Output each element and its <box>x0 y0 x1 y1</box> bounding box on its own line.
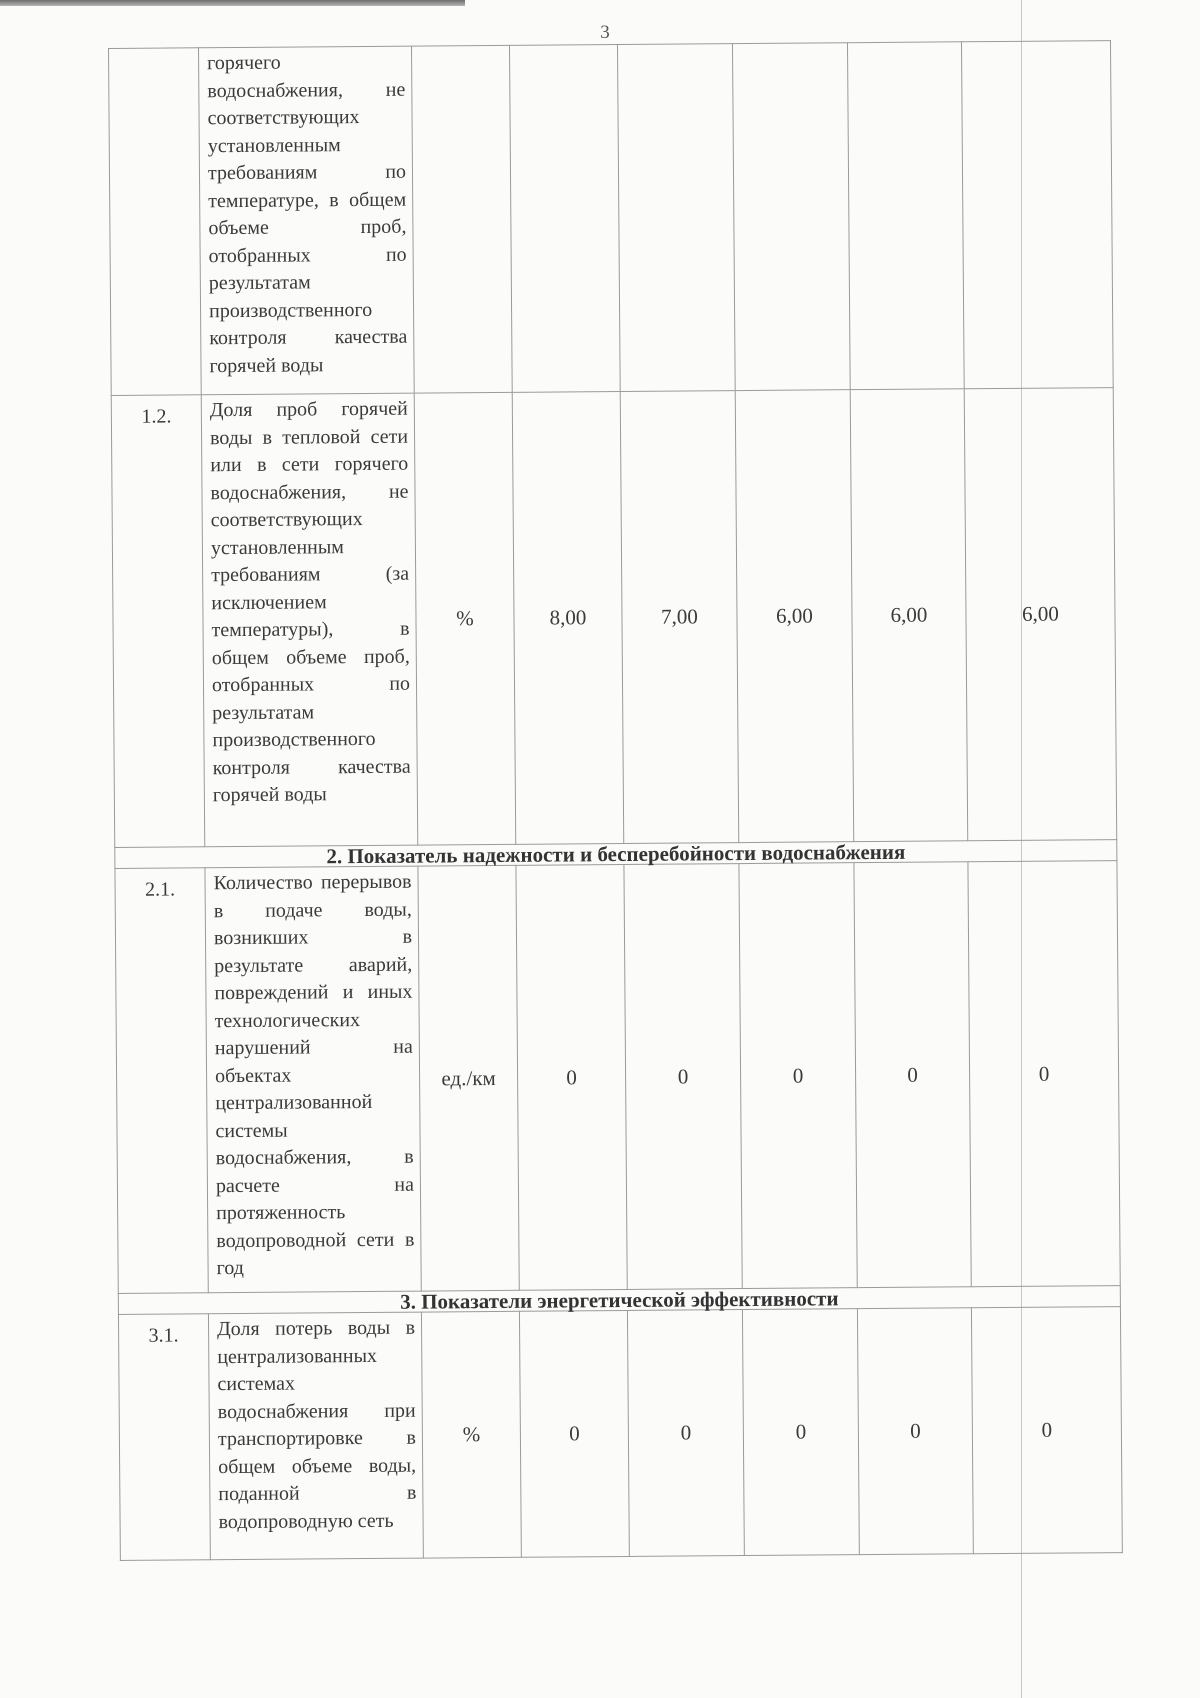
table-row-1-1-continued <box>109 41 1114 396</box>
table-row-3-1 <box>118 1307 1122 1561</box>
value-cell: 0 <box>857 1308 973 1555</box>
indicator-description: Количество перерывов в подаче воды, возникших в результате аварий, повреждений и иных технологических нарушений на объектах централизованной системы водоснабжения, в расчете на протяженность водопроводной сети в год <box>205 866 421 1293</box>
value-cell <box>732 43 850 391</box>
unit-cell: ед./км <box>418 865 519 1291</box>
value-cell: 6,00 <box>735 390 854 843</box>
value-cell: 0 <box>968 861 1120 1287</box>
scan-edge <box>0 0 465 6</box>
value-cell: 0 <box>627 1310 744 1557</box>
indicators-table <box>108 40 1123 1561</box>
value-cell <box>961 41 1113 389</box>
row-number: 2.1. <box>115 868 208 1294</box>
section-title: 3. Показатели энергетической эффективности <box>118 1286 1120 1315</box>
unit-cell: % <box>414 392 516 845</box>
indicator-description: горячего водоснабжения, не соответствующих установленным требованиям по температуре, в общем объеме проб, отобранных по результатам производственного контроля качества горячей воды <box>199 46 415 395</box>
indicator-description: Доля проб горячей воды в тепловой сети или в сети горячего водоснабжения, не соответствующих установленным требованиям (за исключением температуры), в общем объеме проб, отобранных по результатам производственного контроля качества горячей воды <box>201 393 418 847</box>
table-row-2-1 <box>115 861 1120 1294</box>
row-number: 1.2. <box>111 395 205 848</box>
value-cell <box>617 44 735 392</box>
value-cell: 0 <box>742 1309 859 1556</box>
value-cell: 0 <box>516 864 627 1290</box>
value-cell: 6,00 <box>850 389 968 842</box>
value-cell: 6,00 <box>964 388 1117 841</box>
value-cell: 7,00 <box>620 391 739 844</box>
value-cell: 0 <box>519 1310 629 1557</box>
section-title: 2. Показатель надежности и бесперебойности водоснабжения <box>115 840 1117 869</box>
value-cell: 8,00 <box>512 391 624 844</box>
row-number <box>109 48 202 396</box>
value-cell: 0 <box>854 862 971 1288</box>
value-cell <box>847 42 964 390</box>
unit-cell: % <box>421 1311 521 1558</box>
value-cell <box>509 44 620 392</box>
indicator-description: Доля потерь воды в централизованных системах водоснабжения при транспортировке в общем объеме воды, поданной в водопроводную сеть <box>208 1312 423 1560</box>
value-cell: 0 <box>739 863 857 1289</box>
value-cell: 0 <box>624 864 742 1290</box>
unit-cell <box>411 45 512 393</box>
value-cell: 0 <box>971 1307 1122 1554</box>
table-row-1-2 <box>111 388 1117 848</box>
indicators-table-sheet <box>108 40 1122 1561</box>
page-number: 3 <box>600 22 610 43</box>
row-number: 3.1. <box>118 1314 210 1561</box>
